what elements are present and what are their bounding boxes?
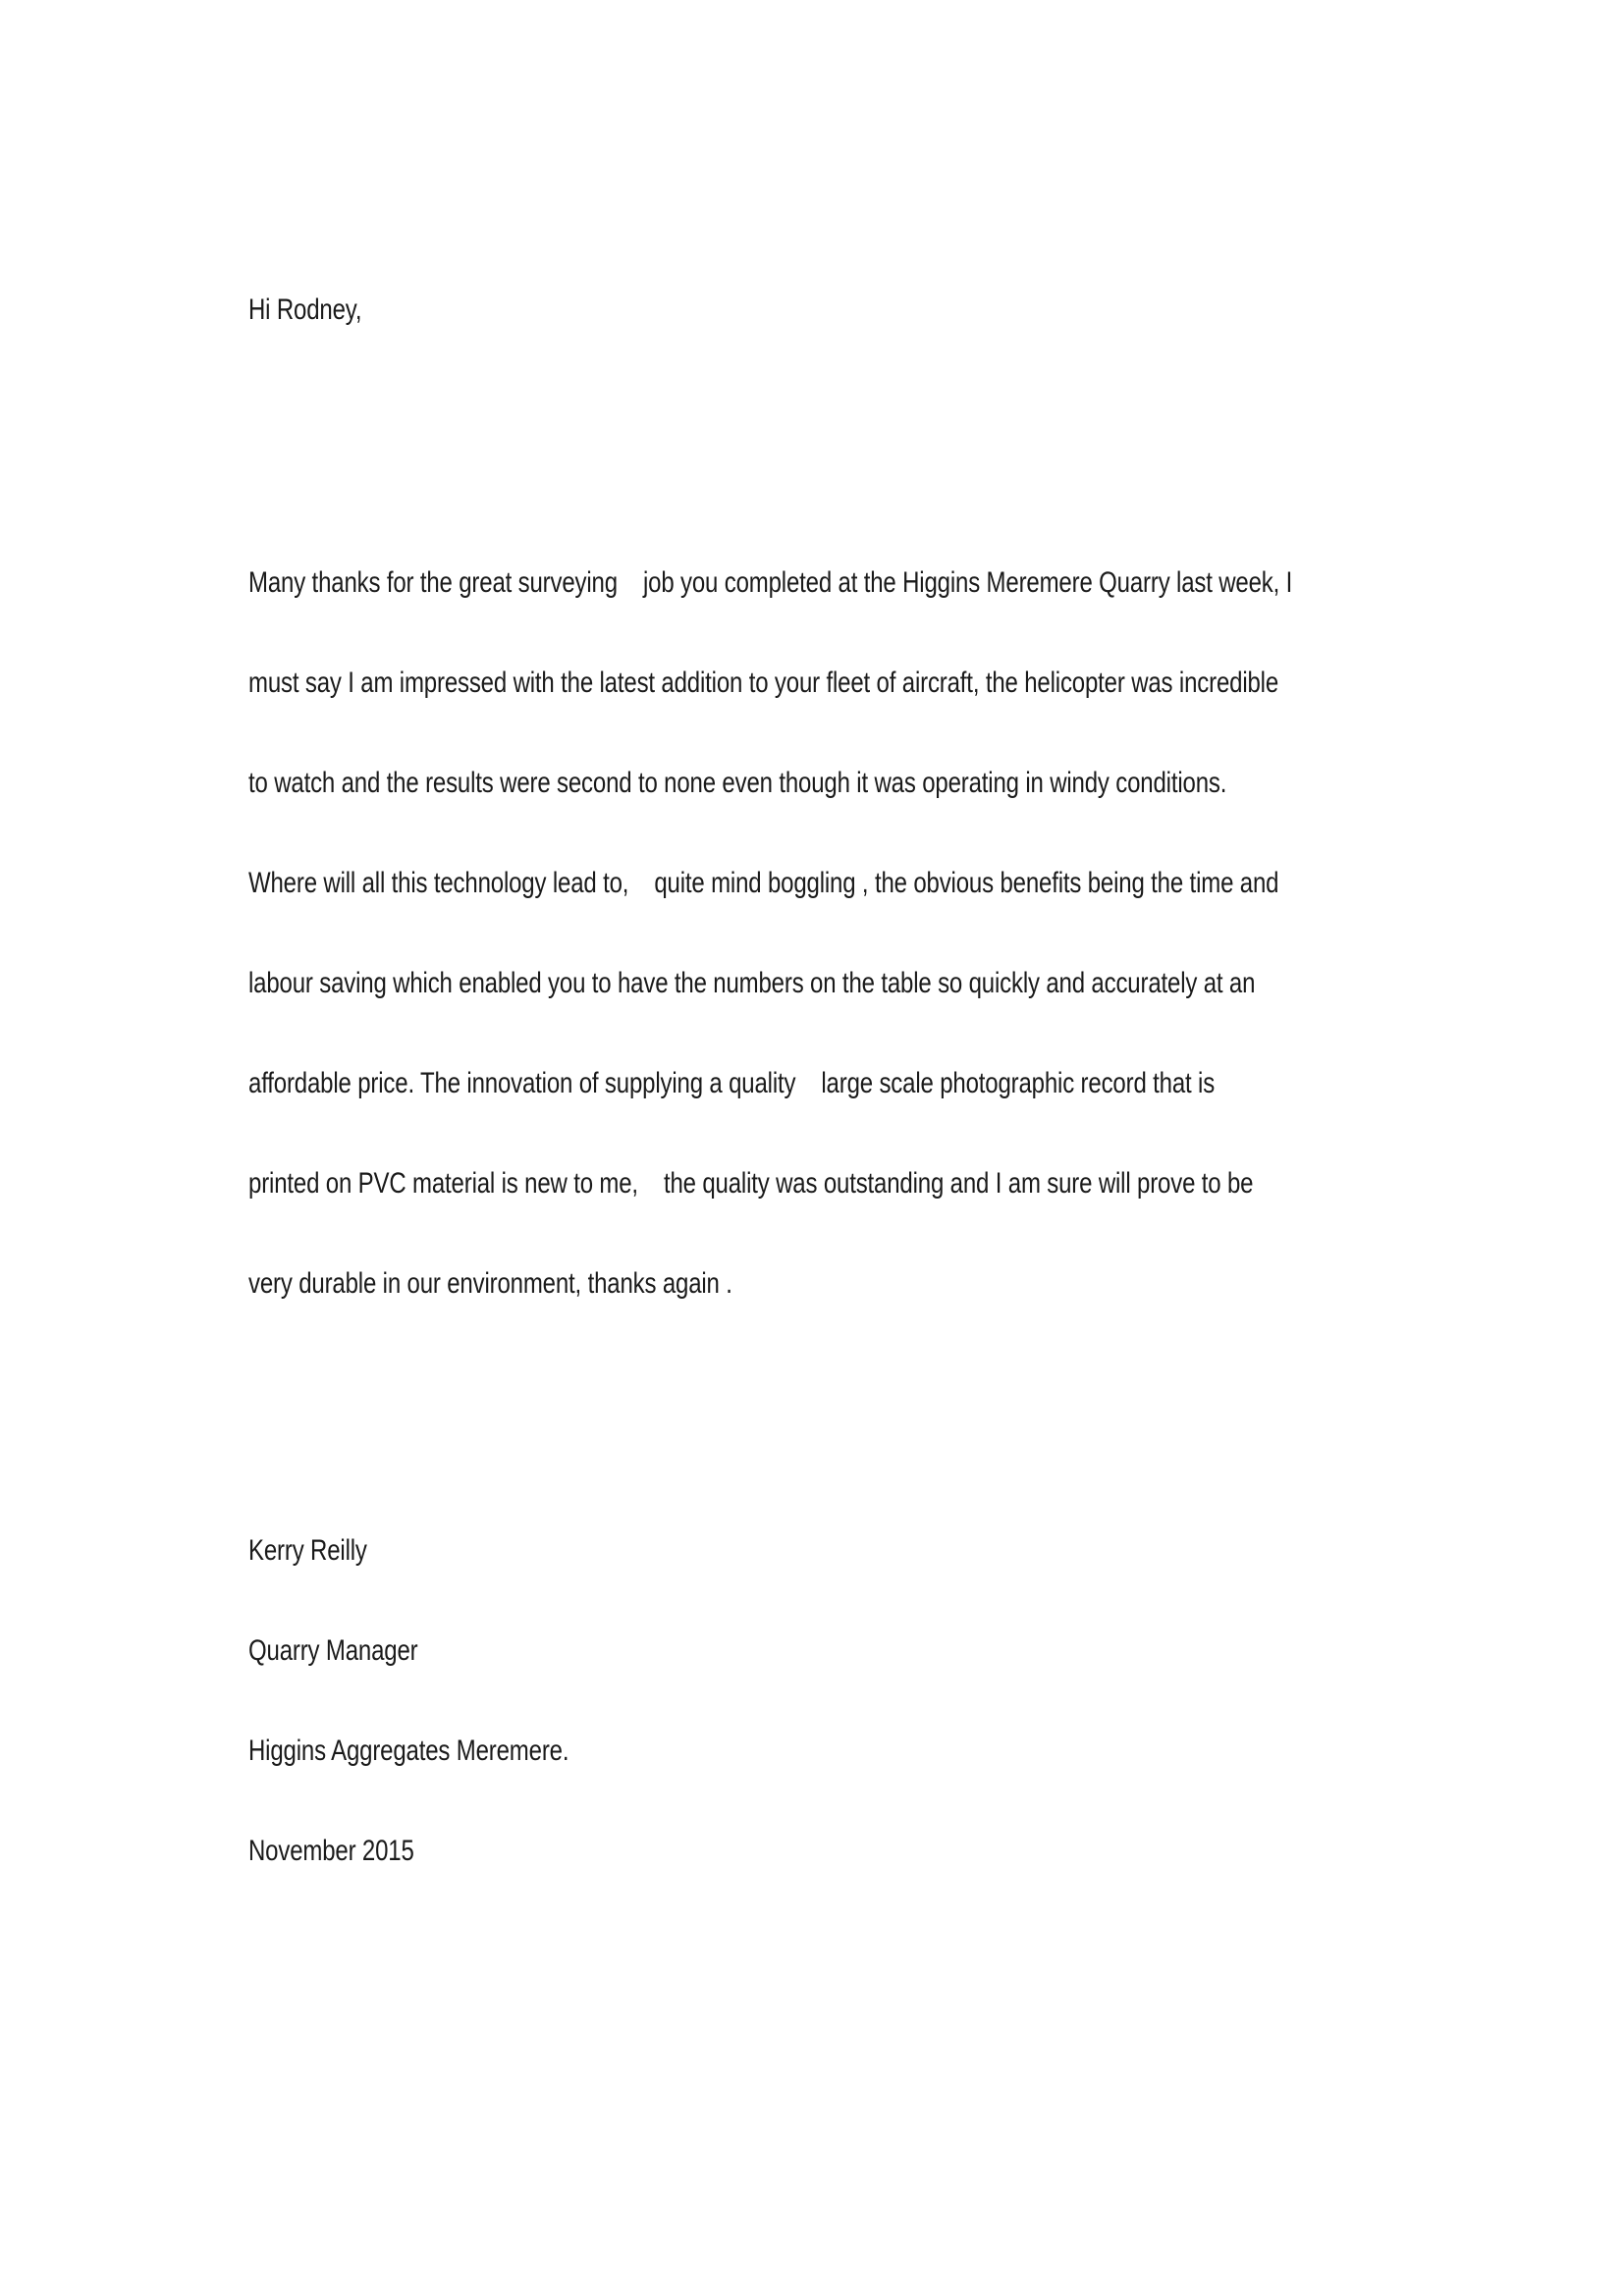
body-line-6: affordable price. The innovation of supplying a quality large scale photographic record that is [248, 1067, 1216, 1099]
signature-spacer [248, 1401, 1395, 1434]
signature-name: Kerry Reilly [248, 1534, 367, 1567]
signature-date: November 2015 [248, 1835, 414, 1867]
letter-content [248, 193, 1395, 1968]
body-line-1: Many thanks for the great surveying job you completed at the Higgins Meremere Quarry last week, I [248, 566, 1293, 599]
body-line-2: must say I am impressed with the latest addition to your fleet of aircraft, the helicopter was incredible [248, 667, 1279, 699]
paragraph-spacer [248, 427, 1395, 466]
body-line-3: to watch and the results were second to none even though it was operating in windy conditions. [248, 767, 1227, 799]
body-line-7: printed on PVC material is new to me, the quality was outstanding and I am sure will prove to be [248, 1167, 1254, 1200]
signature-company: Higgins Aggregates Meremere. [248, 1735, 569, 1767]
greeting-line: Hi Rodney, [248, 294, 362, 326]
body-line-5: labour saving which enabled you to have the numbers on the table so quickly and accurately at an [248, 967, 1256, 999]
body-line-8: very durable in our environment, thanks again . [248, 1267, 732, 1300]
body-line-4: Where will all this technology lead to, quite mind boggling , the obvious benefits being the time and [248, 867, 1279, 899]
signature-title: Quarry Manager [248, 1634, 418, 1667]
